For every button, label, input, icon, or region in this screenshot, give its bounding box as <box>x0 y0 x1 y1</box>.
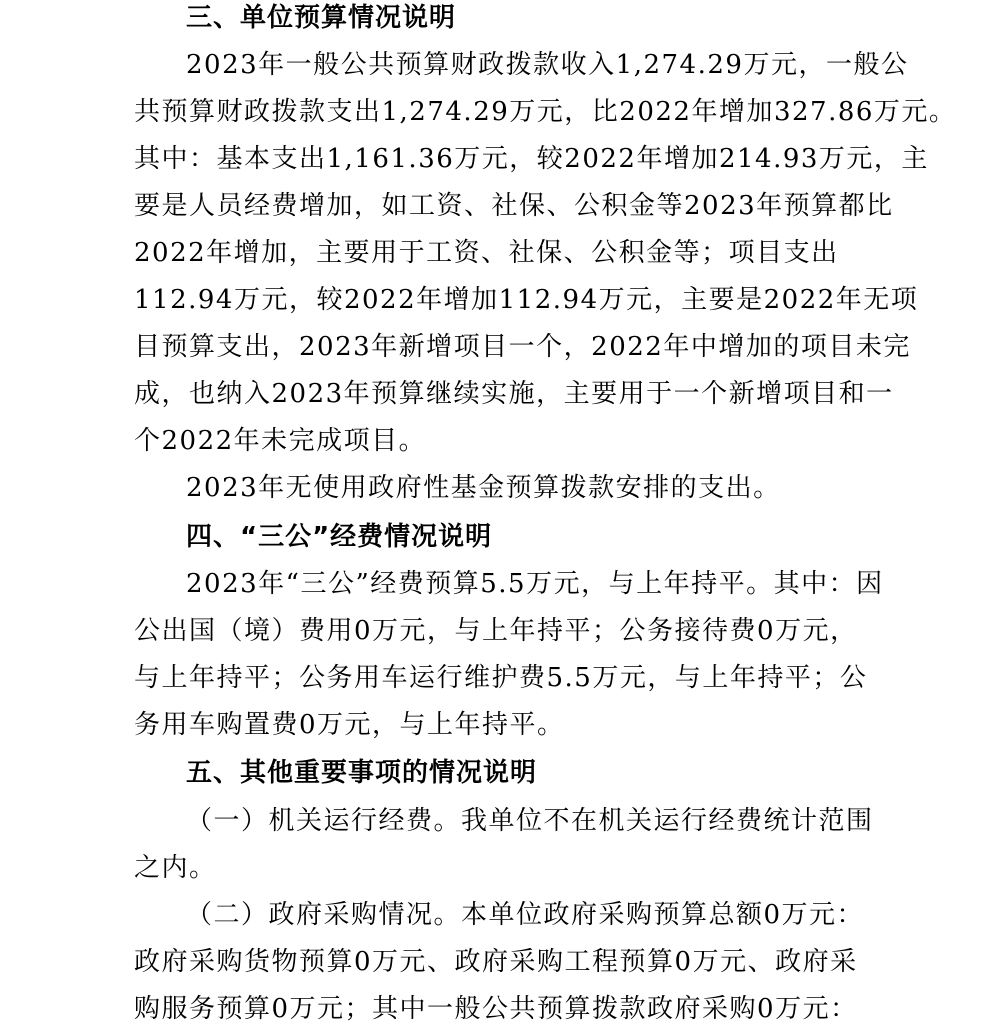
paragraph-line: 成，也纳入2023年预算继续实施，主要用于一个新增项目和一 <box>134 379 894 409</box>
paragraph-line: 个2022年未完成项目。 <box>134 426 427 456</box>
paragraph-line: 务用车购置费0万元，与上年持平。 <box>134 710 565 740</box>
paragraph-line: （一）机关运行经费。我单位不在机关运行经费统计范围 <box>186 806 874 836</box>
paragraph-line: （二）政府采购情况。本单位政府采购预算总额0万元： <box>186 900 865 930</box>
paragraph-line: 2023年一般公共预算财政拨款收入1,274.29万元，一般公 <box>186 50 909 80</box>
paragraph-line: 政府采购货物预算0万元、政府采购工程预算0万元、政府采 <box>134 947 858 977</box>
section-heading-three-public: 四、“三公”经费情况说明 <box>186 522 493 552</box>
paragraph-line: 之内。 <box>134 853 217 883</box>
paragraph-line: 目预算支出，2023年新增项目一个，2022年中增加的项目未完 <box>134 332 911 362</box>
paragraph-line: 2022年增加，主要用于工资、社保、公积金等；项目支出 <box>134 238 839 268</box>
paragraph-line: 2023年“三公”经费预算5.5万元，与上年持平。其中：因 <box>186 569 884 599</box>
paragraph-line: 购服务预算0万元；其中一般公共预算拨款政府采购0万元： <box>134 994 858 1024</box>
paragraph-line: 公出国（境）费用0万元，与上年持平；公务接待费0万元， <box>134 616 858 646</box>
paragraph-line: 与上年持平；公务用车运行维护费5.5万元，与上年持平；公 <box>134 663 868 693</box>
paragraph-line: 112.94万元，较2022年增加112.94万元，主要是2022年无项 <box>134 285 919 315</box>
paragraph-line: 2023年无使用政府性基金预算拨款安排的支出。 <box>186 473 781 503</box>
paragraph-line: 其中：基本支出1,161.36万元，较2022年增加214.93万元，主 <box>134 144 929 174</box>
section-heading-budget: 三、单位预算情况说明 <box>186 3 457 33</box>
paragraph-line: 要是人员经费增加，如工资、社保、公积金等2023年预算都比 <box>134 191 894 221</box>
paragraph-line: 共预算财政拨款支出1,274.29万元，比2022年增加327.86万元。 <box>134 97 957 127</box>
section-heading-other-matters: 五、其他重要事项的情况说明 <box>186 758 538 788</box>
